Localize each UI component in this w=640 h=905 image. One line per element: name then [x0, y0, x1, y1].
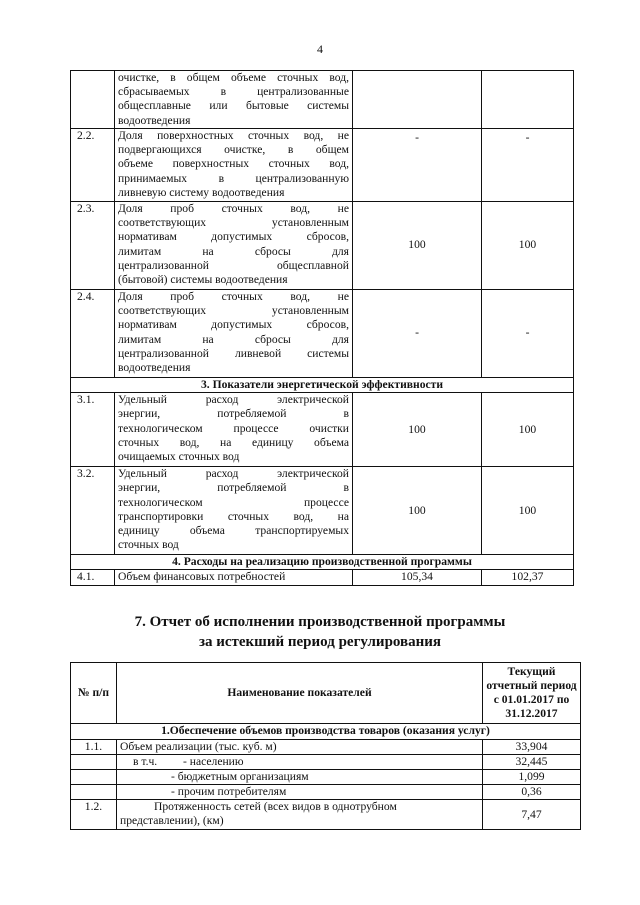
indicator-name: - прочим потребителям [117, 785, 483, 800]
section-row [71, 555, 574, 570]
section-row [71, 724, 581, 740]
indicator-value: 1,099 [483, 770, 581, 785]
header-row [71, 663, 581, 724]
table-row [71, 770, 581, 785]
value-actual: - [482, 129, 574, 202]
value-plan: - [353, 129, 482, 202]
indicator-description: Удельный расход электрической энергии, потребляемой в технологическом процессе транспортировки сточных вод, на единицу объема транспортируемых сточных вод [115, 467, 353, 555]
report-heading [0, 612, 640, 652]
row-number: 2.2. [71, 129, 115, 202]
indicator-name: Объем реализации (тыс. куб. м) [117, 740, 483, 755]
indicator-description: очистке, в общем объеме сточных вод, сбрасываемых в централизованные общесплавные или бытовые системы водоотведения [115, 71, 353, 129]
section-title: 1.Обеспечение объемов производства товаров (оказания услуг) [71, 724, 581, 740]
row-number [71, 71, 115, 129]
indicator-description: Доля проб сточных вод, не соответствующих установленным нормативам допустимых сбросов, лимитам на сбросы для централизованной общесплавной (бытовой) системы водоотведения [115, 202, 353, 290]
row-number [71, 755, 117, 770]
table-row [71, 393, 574, 467]
header-number: № п/п [71, 663, 117, 724]
value-plan: 100 [353, 393, 482, 467]
row-number: 1.1. [71, 740, 117, 755]
value-plan: - [353, 290, 482, 378]
header-period: Текущий отчетный период с 01.01.2017 по 31.12.2017 [483, 663, 581, 724]
table-row [71, 71, 574, 129]
value-plan: 105,34 [353, 570, 482, 585]
report-heading-line1: 7. Отчет об исполнении производственной программы [134, 614, 506, 630]
section-title: 3. Показатели энергетической эффективности [71, 378, 574, 393]
indicator-value: 32,445 [483, 755, 581, 770]
indicator-name: - бюджетным организациям [117, 770, 483, 785]
section-title: 4. Расходы на реализацию производственной программы [71, 555, 574, 570]
indicator-name: Протяженность сетей (всех видов в однотрубном представлении), (км) [117, 800, 483, 830]
table-row [71, 755, 581, 770]
table-row [71, 740, 581, 755]
row-number: 2.3. [71, 202, 115, 290]
value-actual: 100 [482, 393, 574, 467]
value-actual: - [482, 290, 574, 378]
report-table [70, 662, 581, 830]
indicator-name: в т.ч. - населению [117, 755, 483, 770]
table-row [71, 785, 581, 800]
value-actual: 100 [482, 202, 574, 290]
row-number: 4.1. [71, 570, 115, 585]
row-number: 1.2. [71, 800, 117, 830]
header-name: Наименование показателей [117, 663, 483, 724]
row-number: 3.2. [71, 467, 115, 555]
value-plan: 100 [353, 467, 482, 555]
indicators-table [70, 70, 574, 586]
section-row [71, 378, 574, 393]
value-actual [482, 71, 574, 129]
table-row [71, 800, 581, 830]
row-number [71, 770, 117, 785]
indicator-value: 33,904 [483, 740, 581, 755]
value-plan: 100 [353, 202, 482, 290]
page-number: 4 [317, 42, 323, 56]
indicator-description: Объем финансовых потребностей [115, 570, 353, 585]
indicator-description: Удельный расход электрической энергии, потребляемой в технологическом процессе очистки сточных вод, на единицу объема очищаемых сточных вод [115, 393, 353, 467]
table-row [71, 129, 574, 202]
value-plan [353, 71, 482, 129]
value-actual: 100 [482, 467, 574, 555]
table-row [71, 202, 574, 290]
indicator-value: 7,47 [483, 800, 581, 830]
row-number [71, 785, 117, 800]
table-row [71, 467, 574, 555]
row-number: 3.1. [71, 393, 115, 467]
indicator-description: Доля поверхностных сточных вод, не подвергающихся очистке, в общем объеме поверхностных сточных вод, принимаемых в централизованную ливневую систему водоотведения [115, 129, 353, 202]
value-actual: 102,37 [482, 570, 574, 585]
report-heading-line2: за истекший период регулирования [198, 634, 442, 650]
table-row [71, 290, 574, 378]
indicator-description: Доля проб сточных вод, не соответствующих установленным нормативам допустимых сбросов, лимитам на сбросы для централизованной ливневой системы водоотведения [115, 290, 353, 378]
table-row [71, 570, 574, 585]
indicator-value: 0,36 [483, 785, 581, 800]
row-number: 2.4. [71, 290, 115, 378]
